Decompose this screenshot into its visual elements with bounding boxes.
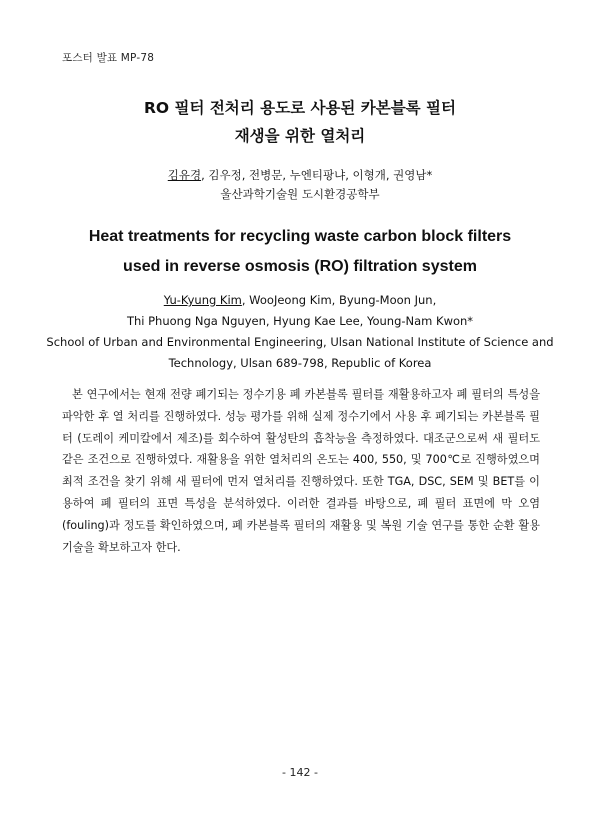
page-number: - 142 - [282, 766, 318, 779]
english-affiliation-line-2: Technology, Ulsan 689-798, Republic of Korea [168, 356, 432, 370]
korean-title-line-1: RO 필터 전처리 용도로 사용된 카본블록 필터 [143, 99, 457, 117]
english-author-line-1 [0, 290, 600, 311]
english-affiliation-line-1: School of Urban and Environmental Engineering, Ulsan National Institute of Science and [46, 335, 554, 349]
korean-coauthors: , 김우정, 전병문, 누엔티팡냐, 이형개, 권영남* [201, 168, 433, 182]
korean-author-list [0, 166, 600, 185]
english-presenter: Yu-Kyung Kim [163, 293, 242, 307]
english-title-line-2: used in reverse osmosis (RO) filtration system [123, 258, 477, 275]
english-coauthors-1: , WooJeong Kim, Byung-Moon Jun, [241, 293, 437, 307]
session-label: 포스터 발표 MP-78 [62, 52, 155, 64]
english-authors [0, 290, 600, 374]
english-author-line-2: Thi Phuong Nga Nguyen, Hyung Kae Lee, Young-Nam Kwon* [126, 314, 474, 328]
abstract-body: 본 연구에서는 현재 전량 폐기되는 정수기용 폐 카본블록 필터를 재활용하고자 폐 필터의 특성을 파악한 후 열 처리를 진행하였다. 성능 평가를 위해 실제 정수기에서 사용 후 폐기되는 카본블록 필터 (도레이 케미칼에서 제조)를 회수하여 활성탄의 흡착능을 측정하였다. 대조군으로써 새 필터도 같은 조건으로 진행하였다. 재활용을 위한 열처리의 온도는 400, 550, 및 700℃로 진행하였으며 최적 조건을 찾기 위해 새 필터에 먼저 열처리를 진행하였다. 또한 TGA, DSC, SEM 및 BET를 이용하여 폐 필터의 표면 특성을 분석하였다. 이러한 결과를 바탕으로, 폐 필터 표면에 막 오염(fouling)과 정도를 확인하였으며, 폐 카본블록 필터의 재활용 및 복원 기술 연구를 통한 순환 활용 기술을 확보하고자 한다. [62, 388, 540, 554]
english-title [0, 222, 600, 282]
korean-authors [0, 166, 600, 204]
korean-presenter: 김유경 [167, 168, 202, 182]
korean-affiliation: 울산과학기술원 도시환경공학부 [220, 187, 380, 201]
korean-title-line-2: 재생을 위한 열처리 [234, 127, 366, 145]
english-title-line-1: Heat treatments for recycling waste carbon block filters [88, 228, 512, 245]
korean-title [0, 94, 600, 150]
